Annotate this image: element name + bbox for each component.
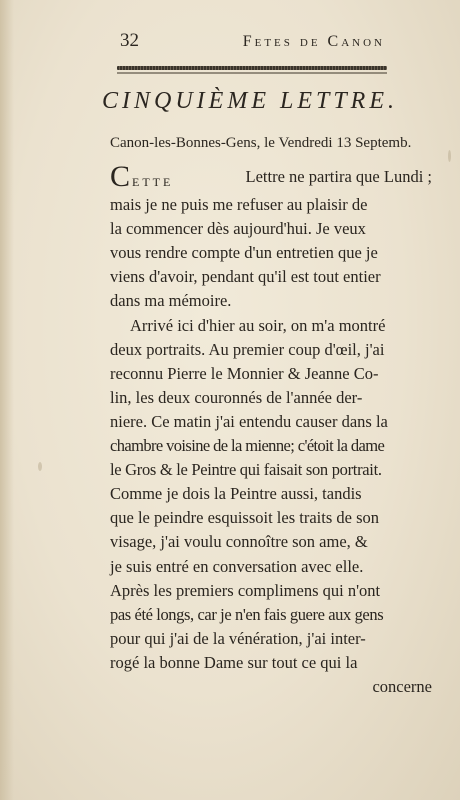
small-caps-word: ette [132, 171, 174, 190]
text-line: rogé la bonne Dame sur tout ce qui la [110, 652, 358, 672]
text-line: visage, j'ai voulu connoître son ame, & [110, 532, 368, 552]
text-line-rest: Lettre ne partira que Lundi ; [245, 167, 432, 186]
text-line: je suis entré en conversation avec elle. [110, 556, 364, 576]
text-line: mais je ne puis me refuser au plaisir de [110, 195, 368, 215]
text-line [110, 160, 432, 193]
text-line: reconnu Pierre le Monnier & Jeanne Co- [110, 363, 379, 383]
text-line: deux portraits. Au premier coup d'œil, j'ai [110, 339, 385, 359]
text-line: le Gros & le Peintre qui faisait son portrait. [110, 460, 382, 480]
first-line-opening [110, 160, 174, 193]
text-line: lin, les deux couronnés de l'année der- [110, 387, 363, 407]
header-rule-secondary [117, 72, 387, 74]
page-number: 32 [120, 30, 139, 51]
text-line: dans ma mémoire. [110, 291, 232, 311]
text-line: vous rendre compte d'un entretien que je [110, 243, 378, 263]
text-line: pour qui j'ai de la vénération, j'ai inter- [110, 628, 366, 648]
text-line: Après les premiers complimens qui n'ont [110, 580, 381, 600]
binding-shadow [0, 0, 14, 800]
catchword: concerne [372, 676, 432, 696]
text-line: pas été longs, car je n'en fais guere aux gens [110, 604, 384, 624]
dateline: Canon-les-Bonnes-Gens, le Vendredi 13 Septemb. [110, 135, 412, 151]
drop-capital: C [110, 160, 131, 193]
text-line: viens d'avoir, pendant qu'il est tout entier [110, 267, 381, 287]
text-line: chambre voisine de la mienne; c'étoit la dame [110, 436, 385, 456]
text-line: Arrivé ici d'hier au soir, on m'a montré [130, 315, 386, 335]
text-line: la commencer dès aujourd'hui. Je veux [110, 219, 366, 239]
running-head: Fetes de Canon [242, 33, 385, 50]
text-line: Comme je dois la Peintre aussi, tandis [110, 484, 362, 504]
letter-title: CINQUIÈME LETTRE. [102, 88, 398, 114]
page-header [120, 30, 385, 52]
paper-stain [38, 462, 42, 471]
header-rule [117, 66, 387, 70]
text-line: niere. Ce matin j'ai entendu causer dans la [110, 411, 388, 431]
text-line: que le peindre esquissoit les traits de son [110, 508, 379, 528]
body-text [110, 160, 432, 699]
